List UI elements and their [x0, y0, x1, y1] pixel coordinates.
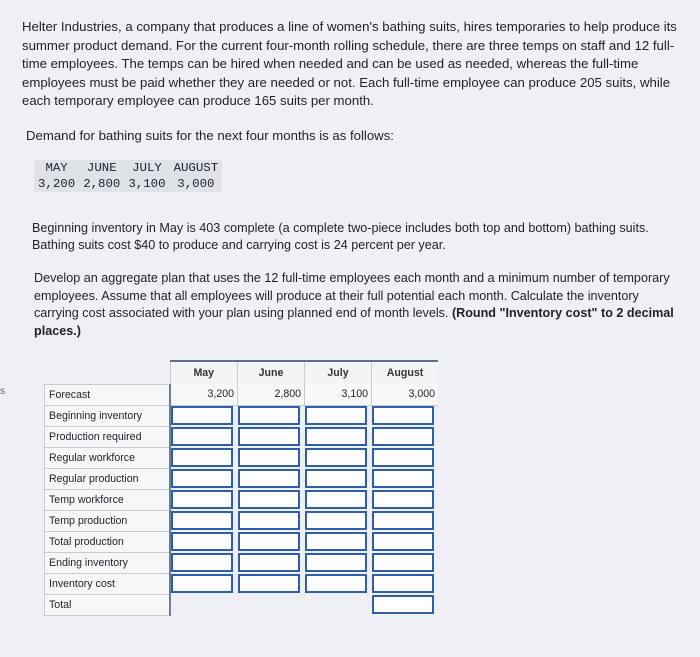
temp-workforce-june-input[interactable] — [238, 490, 300, 509]
plan-row-temp-production — [45, 510, 439, 531]
plan-col-may: May — [170, 361, 238, 384]
row-label: Ending inventory — [45, 552, 171, 573]
temp-production-july-input[interactable] — [305, 511, 367, 530]
demand-value-may: 3,200 — [38, 177, 76, 191]
forecast-july: 3,100 — [305, 384, 372, 405]
production-required-august-input[interactable] — [372, 427, 434, 446]
forecast-may: 3,200 — [170, 384, 238, 405]
demand-value-june: 2,800 — [83, 177, 121, 191]
plan-row-ending-inventory — [45, 552, 439, 573]
demand-month-july: JULY — [132, 161, 162, 175]
production-required-may-input[interactable] — [171, 427, 233, 446]
rounding-instruction: (Round "Inventory cost" to 2 decimal places.) — [34, 306, 674, 338]
total-production-july-input[interactable] — [305, 532, 367, 551]
aggregate-plan-table-container — [44, 360, 438, 616]
row-label: Regular production — [45, 468, 171, 489]
regular-production-july-input[interactable] — [305, 469, 367, 488]
regular-production-june-input[interactable] — [238, 469, 300, 488]
ending-inventory-august-input[interactable] — [372, 553, 434, 572]
forecast-june: 2,800 — [238, 384, 305, 405]
beginning-inventory-august-input[interactable] — [372, 406, 434, 425]
total-inventory-cost-input[interactable] — [372, 595, 434, 614]
row-label: Inventory cost — [45, 573, 171, 594]
regular-production-may-input[interactable] — [171, 469, 233, 488]
ending-inventory-july-input[interactable] — [305, 553, 367, 572]
plan-col-june: June — [238, 361, 305, 384]
demand-values-row — [34, 176, 222, 192]
inventory-cost-august-input[interactable] — [372, 574, 434, 593]
plan-row-total-production — [45, 531, 439, 552]
temp-workforce-august-input[interactable] — [372, 490, 434, 509]
page-edge-mark: s — [0, 386, 5, 397]
plan-row-beginning-inventory — [45, 405, 439, 426]
row-label: Temp workforce — [45, 489, 171, 510]
inventory-cost-june-input[interactable] — [238, 574, 300, 593]
demand-month-june: JUNE — [86, 161, 117, 175]
inventory-info-text: Beginning inventory in May is 403 complete (a complete two-piece includes both top and bottom) bathing suits. Bathing suits cost $40 to produce and carrying cost is 24 percent per year. — [32, 221, 649, 252]
row-label: Temp production — [45, 510, 171, 531]
plan-col-july: July — [305, 361, 372, 384]
forecast-label: Forecast — [45, 384, 171, 405]
beginning-inventory-may-input[interactable] — [171, 406, 233, 425]
plan-row-regular-workforce — [45, 447, 439, 468]
plan-row-inventory-cost — [45, 573, 439, 594]
ending-inventory-june-input[interactable] — [238, 553, 300, 572]
plan-header-blank — [45, 361, 171, 384]
forecast-august: 3,000 — [372, 384, 439, 405]
row-label: Total production — [45, 531, 171, 552]
regular-production-august-input[interactable] — [372, 469, 434, 488]
problem-intro-text: Helter Industries, a company that produces a line of women's bathing suits, hires temporaries to help produce its summer product demand. For the current four-month rolling schedule, there are three temps on staff and 12 full-time employees. The temps can be hired when needed and can be used as needed, whereas the full-time employees must be paid whether they are needed or not. Each full-time employee can produce 205 suits, while each temporary employee can produce 165 suits per month. — [22, 19, 677, 108]
temp-production-june-input[interactable] — [238, 511, 300, 530]
total-label: Total — [45, 594, 171, 615]
regular-workforce-august-input[interactable] — [372, 448, 434, 467]
demand-intro-text: Demand for bathing suits for the next four months is as follows: — [26, 128, 394, 143]
plan-row-regular-production — [45, 468, 439, 489]
demand-month-may: MAY — [45, 161, 68, 175]
production-required-june-input[interactable] — [238, 427, 300, 446]
row-label: Beginning inventory — [45, 405, 171, 426]
production-required-july-input[interactable] — [305, 427, 367, 446]
temp-workforce-may-input[interactable] — [171, 490, 233, 509]
forecast-row — [45, 384, 439, 405]
temp-production-august-input[interactable] — [372, 511, 434, 530]
total-production-may-input[interactable] — [171, 532, 233, 551]
total-production-august-input[interactable] — [372, 532, 434, 551]
demand-table — [34, 160, 222, 192]
inventory-cost-may-input[interactable] — [171, 574, 233, 593]
plan-header-row — [45, 361, 439, 384]
aggregate-plan-table — [44, 360, 438, 616]
demand-month-august: AUGUST — [173, 161, 219, 175]
temp-workforce-july-input[interactable] — [305, 490, 367, 509]
row-label: Production required — [45, 426, 171, 447]
demand-value-july: 3,100 — [128, 177, 166, 191]
inventory-cost-july-input[interactable] — [305, 574, 367, 593]
total-production-june-input[interactable] — [238, 532, 300, 551]
plan-instructions-text — [34, 270, 679, 340]
plan-row-total — [45, 594, 439, 615]
beginning-inventory-june-input[interactable] — [238, 406, 300, 425]
regular-workforce-may-input[interactable] — [171, 448, 233, 467]
ending-inventory-may-input[interactable] — [171, 553, 233, 572]
regular-workforce-july-input[interactable] — [305, 448, 367, 467]
plan-row-temp-workforce — [45, 489, 439, 510]
plan-col-august: August — [372, 361, 439, 384]
temp-production-may-input[interactable] — [171, 511, 233, 530]
demand-header-row — [34, 160, 222, 176]
demand-value-august: 3,000 — [177, 177, 215, 191]
regular-workforce-june-input[interactable] — [238, 448, 300, 467]
plan-row-production-required — [45, 426, 439, 447]
plan-instructions-body: Develop an aggregate plan that uses the 12 full-time employees each month and a minimum number of temporary employees. Assume that all employees will produce at their full potential each month. Calculate the inventory carrying cost associated with your plan using planned end of month levels. — [34, 271, 670, 320]
row-label: Regular workforce — [45, 447, 171, 468]
beginning-inventory-july-input[interactable] — [305, 406, 367, 425]
